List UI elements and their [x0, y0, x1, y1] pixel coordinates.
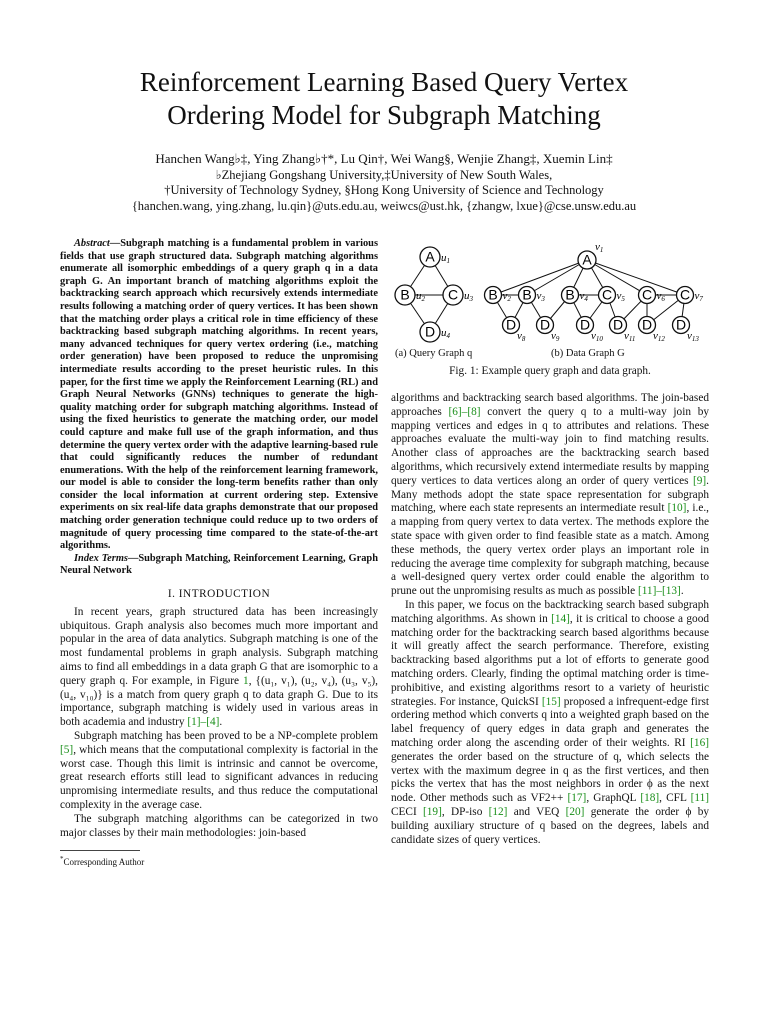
citation-link[interactable]: [16]	[690, 736, 709, 749]
svg-text:C: C	[447, 286, 459, 303]
graph-node-u1	[420, 247, 450, 267]
svg-text:D: D	[641, 316, 653, 333]
graph-node-v5	[599, 287, 626, 304]
citation-link[interactable]: [9]	[692, 474, 707, 487]
right-paragraph-1: algorithms and backtracking search based algorithms. The join-based approaches [6]–[8] convert the query q to a multi-way join by mapping vertices and edges in q to attributes and relations. These approaches evaluate the multi-way join to find matching results. Another class of approaches are the backtracking search based algorithms, which recursively extend intermediate results by mapping query vertices to data vertices along an order of query vertices [9]. Many methods adopt the state space representation for subgraph matching, where each state represents an intermediate result [10], i.e., a mapping from query vertex to data vertex. The methods explore the state space with given order to find feasible state as a match. Among these methods, the query vertex order plays an important role in reducing the average time complexity for subgraph matching, because a well-designed query vertex order could enable the algorithm to prune out the unpromising results as much as possible [11]–[13].	[391, 392, 709, 598]
graph-node-v4	[562, 287, 589, 304]
citation-link[interactable]: [5]	[60, 743, 74, 756]
svg-text:D: D	[675, 316, 687, 333]
graph-node-u4	[420, 322, 451, 342]
graph-node-v8	[503, 317, 526, 344]
graph-node-v2	[485, 287, 512, 304]
right-column	[391, 392, 709, 847]
graph-node-u2	[395, 285, 426, 305]
svg-text:v8: v8	[517, 330, 526, 343]
abstract-lead: Abstract	[74, 238, 110, 249]
citation-link[interactable]: [20]	[565, 805, 585, 818]
citation-link[interactable]: [11]–[13]	[637, 585, 681, 598]
svg-text:v5: v5	[616, 290, 625, 303]
citation-link[interactable]: [12]	[488, 805, 508, 818]
figure-1	[385, 240, 715, 388]
svg-text:D: D	[612, 316, 624, 333]
svg-text:v9: v9	[551, 330, 560, 343]
author-emails: {hanchen.wang, ying.zhang, lu.qin}@uts.edu.au, weiwcs@ust.hk, {zhangw, lxue}@cse.unsw.edu.au	[131, 198, 637, 213]
svg-text:C: C	[601, 286, 613, 303]
author-block	[40, 151, 728, 214]
svg-text:u2: u2	[416, 290, 425, 303]
right-paragraph-2: In this paper, we focus on the backtracking search based subgraph matching algorithms. As shown in [14], it is critical to choose a good matching order for the backtracking search based algorithms because it will greatly affect the search performance. Therefore, existing backtracking based algorithms put a lot of efforts to generate good matching orders. Clearly, finding the optimal matching order is time-prohibitive, and existing algorithms resort to a variety of heuristic strategies. For instance, QuickSI [15] proposed a infrequent-edge first ordering method which converts q into a weighted graph based on the label frequency of query edges in data graph and generates the matching order along the ascending order of their weights. RI [16] generates the order based on the structure of q, which selects the vertex with the maximum degree in q as the first vertices, and then picks the vertex that has the most neighbors in order ϕ as the next node. Other methods such as VF2++ [17], GraphQL [18], CFL [11] CECI [19], DP-iso [12] and VEQ [20] generate the order ϕ by building auxiliary structure of q based on the degrees, labels and candidate sizes of query vertices.	[391, 598, 710, 846]
graph-node-v6	[639, 287, 666, 304]
subcaption-b: (b) Data Graph G	[551, 348, 625, 359]
svg-text:v6: v6	[656, 290, 665, 303]
graph-node-v3	[519, 287, 546, 304]
section-heading-introduction: I. INTRODUCTION	[167, 588, 271, 601]
svg-text:u4: u4	[441, 327, 450, 340]
svg-text:B: B	[565, 286, 575, 303]
svg-text:v13: v13	[687, 330, 699, 343]
figure-caption: Fig. 1: Example query graph and data graph.	[449, 365, 651, 377]
citation-link[interactable]: [10]	[667, 502, 687, 515]
graph-node-v11	[610, 317, 636, 344]
citation-link[interactable]: [14]	[551, 612, 570, 625]
author-names: Hanchen Wang♭‡, Ying Zhang♭†*, Lu Qin†, Wei Wang§, Wenjie Zhang‡, Xuemin Lin‡	[155, 151, 613, 166]
svg-text:v12: v12	[653, 330, 665, 343]
svg-text:D: D	[424, 323, 436, 340]
citation-link[interactable]: [15]	[541, 695, 561, 708]
svg-text:C: C	[641, 286, 653, 303]
graph-node-v9	[537, 317, 560, 344]
svg-text:B: B	[522, 286, 532, 303]
graph-node-v10	[577, 317, 604, 344]
svg-text:D: D	[579, 316, 591, 333]
graph-node-u3	[443, 285, 474, 305]
citation-link[interactable]: [1]–[4]	[187, 716, 220, 729]
svg-text:D: D	[505, 316, 517, 333]
svg-text:A: A	[582, 251, 592, 268]
graph-node-v13	[673, 317, 700, 344]
affiliation-line-1: ♭Zhejiang Gongshang University,‡University of New South Wales,	[215, 167, 553, 182]
svg-text:v2: v2	[502, 290, 511, 303]
affiliation-line-2: †University of Technology Sydney, §Hong Kong University of Science and Technology	[164, 183, 604, 197]
svg-text:v10: v10	[591, 330, 603, 343]
svg-text:D: D	[539, 316, 551, 333]
title-line-2: Ordering Model for Subgraph Matching	[167, 100, 601, 130]
figure-ref-link[interactable]: 1	[243, 674, 249, 687]
citation-link[interactable]: [17]	[567, 792, 587, 805]
citation-link[interactable]: [18]	[640, 792, 660, 805]
left-column	[60, 238, 378, 868]
graph-node-v12	[639, 317, 666, 344]
subcaption-a: (a) Query Graph q	[395, 348, 473, 359]
svg-text:v7: v7	[694, 290, 703, 303]
citation-link[interactable]: [6]–[8]	[448, 405, 481, 418]
graph-figure	[385, 240, 715, 365]
graph-node-v7	[677, 287, 704, 304]
svg-text:v11: v11	[624, 330, 636, 343]
citation-link[interactable]: [11]	[690, 792, 709, 805]
svg-text:A: A	[425, 248, 435, 265]
svg-text:v1: v1	[595, 241, 604, 254]
paper-title	[60, 66, 708, 132]
footnote: *Corresponding Author	[60, 855, 145, 868]
svg-text:u3: u3	[464, 290, 473, 303]
svg-text:u1: u1	[441, 252, 450, 265]
index-terms-lead: Index Terms	[74, 552, 128, 564]
svg-text:B: B	[400, 286, 410, 303]
footnote-divider	[60, 850, 140, 851]
svg-text:B: B	[488, 286, 498, 303]
svg-text:v4: v4	[579, 290, 588, 303]
intro-paragraph-3: The subgraph matching algorithms can be categorized in two major classes by their main methodologies: join-based	[60, 812, 378, 839]
index-terms-text: —Subgraph Matching, Reinforcement Learning, Graph Neural Network	[60, 552, 378, 577]
abstract-text: —Subgraph matching is a fundamental problem in various fields that use graph structured data. Subgraph matching algorithms enumerate all isomorphic embeddings of a query graph q in a data graph G. An important branch of matching algorithms exploit the backtracking search approach which recursively extends intermediate results following a matching order of query vertices. It has been shown that the matching order plays a critical role in time efficiency of these backtracking based subgraph matching algorithms. In recent years, many advanced techniques for query vertex ordering (i.e., matching order generation) have been proposed to reduce the unpromising intermediate results according to the preset heuristic rules. In this paper, for the first time we apply the Reinforcement Learning (RL) and Graph Neural Networks (GNNs) techniques to generate the high-quality matching order for subgraph matching algorithms. Instead of using the fixed heuristics to generate the matching order, our model could capture and make full use of the graph information, and thus determine the query vertex order with the adaptive learning-based rule that could significantly reduces the number of redundant enumerations. With the help of the reinforcement learning framework, our model is able to consider the long-term benefits rather than only consider the local information at current ordering step. Extensive experiments on six real-life data graphs demonstrate that our proposed matching order generation technique could reduce up to two orders of magnitude of query processing time compared to the state-of-the-art algorithms.	[60, 238, 378, 552]
svg-text:C: C	[679, 286, 691, 303]
intro-paragraph-1: In recent years, graph structured data has been increasingly ubiquitous. Graph analysis also becomes much more important and popular in the area of data analytics. Subgraph matching is one of the most fundamental problems in graph analysis. Subgraph matching aims to find all embeddings in a data graph G that are isomorphic to a query graph q. For example, in Figure 1, {(u₁, v₁), (u₂, v₄), (u₃, v₅), (u₄, v₁₀)} is a match from query graph q to data graph G. Due to its importance, subgraph matching is widely used in various areas in both academia and industry [1]–[4].	[60, 605, 379, 729]
title-line-1: Reinforcement Learning Based Query Vertex	[139, 67, 629, 97]
intro-paragraph-2: Subgraph matching has been proved to be a NP-complete problem [5], which means that the computational complexity is factorial in the worst case. Though this limit is intrinsic and cannot be overcome, great research efforts still lead to significant advances in reducing unpromising intermediate results, and thus reduce the computational complexity in the average case.	[60, 730, 378, 811]
abstract	[60, 238, 378, 578]
svg-text:v3: v3	[536, 290, 545, 303]
citation-link[interactable]: [19]	[423, 805, 442, 818]
